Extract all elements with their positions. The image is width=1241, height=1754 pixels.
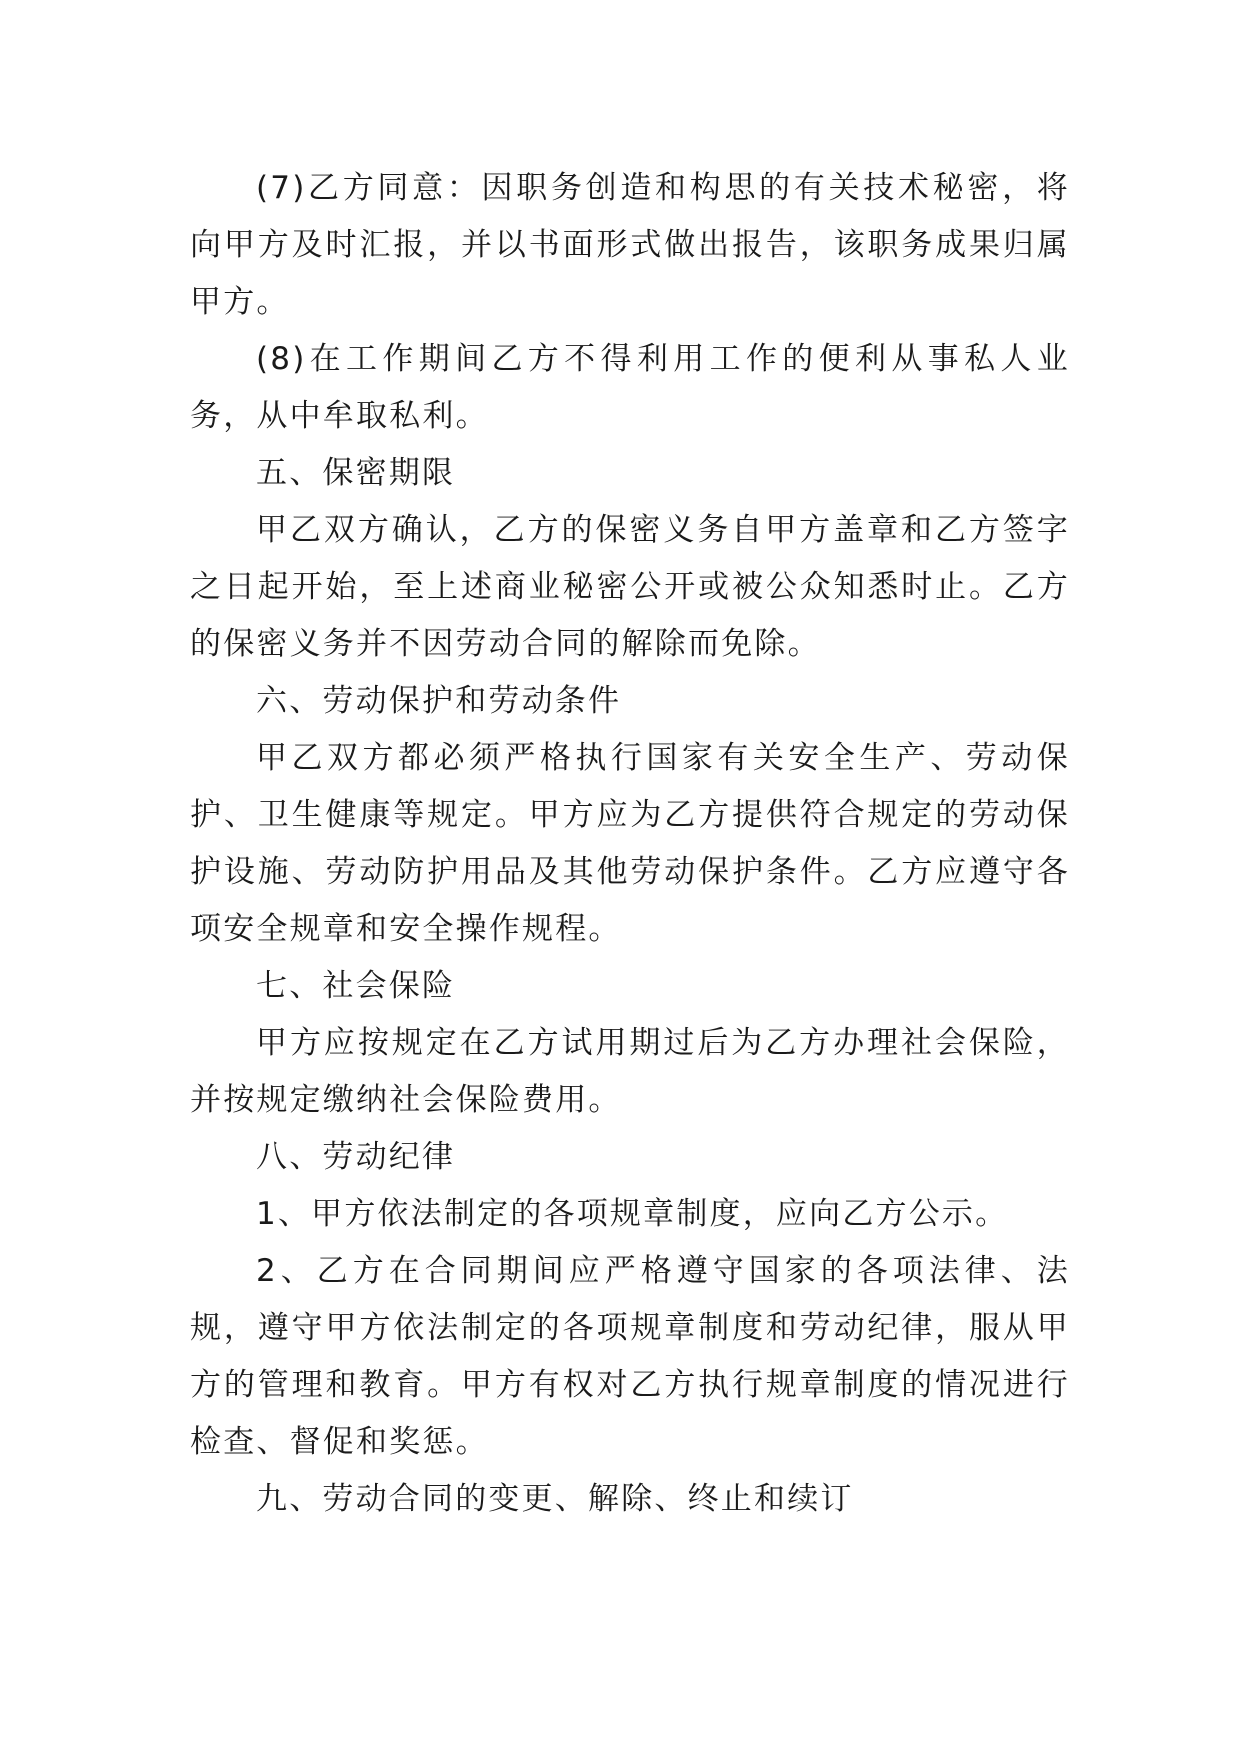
section-heading-9: 九、劳动合同的变更、解除、终止和续订 — [256, 1481, 854, 1517]
paragraph-social-insurance: 甲方应按规定在乙方试用期过后为乙方办理社会保险，并按规定缴纳社会保险费用。 — [190, 1025, 1070, 1118]
paragraph-confidentiality-term: 甲乙双方确认，乙方的保密义务自甲方盖章和乙方签字之日起开始，至上述商业秘密公开或被公众知悉时止。乙方的保密义务并不因劳动合同的解除而免除。 — [190, 512, 1070, 662]
section-heading-8: 八、劳动纪律 — [256, 1139, 456, 1175]
paragraph-clause-8: (8)在工作期间乙方不得利用工作的便利从事私人业务，从中牟取私利。 — [190, 341, 1070, 434]
section-heading-7: 七、社会保险 — [256, 968, 456, 1004]
paragraph-discipline-1: 1、甲方依法制定的各项规章制度，应向乙方公示。 — [256, 1196, 1009, 1232]
section-heading-6: 六、劳动保护和劳动条件 — [256, 683, 622, 719]
section-heading-5: 五、保密期限 — [256, 455, 456, 491]
paragraph-discipline-2: 2、乙方在合同期间应严格遵守国家的各项法律、法规，遵守甲方依法制定的各项规章制度和劳动纪律，服从甲方的管理和教育。甲方有权对乙方执行规章制度的情况进行检查、督促和奖惩。 — [190, 1253, 1070, 1460]
paragraph-labor-protection: 甲乙双方都必须严格执行国家有关安全生产、劳动保护、卫生健康等规定。甲方应为乙方提供符合规定的劳动保护设施、劳动防护用品及其他劳动保护条件。乙方应遵守各项安全规章和安全操作规程。 — [190, 740, 1070, 947]
paragraph-clause-7: (7)乙方同意：因职务创造和构思的有关技术秘密，将向甲方及时汇报，并以书面形式做出报告，该职务成果归属甲方。 — [190, 170, 1070, 320]
